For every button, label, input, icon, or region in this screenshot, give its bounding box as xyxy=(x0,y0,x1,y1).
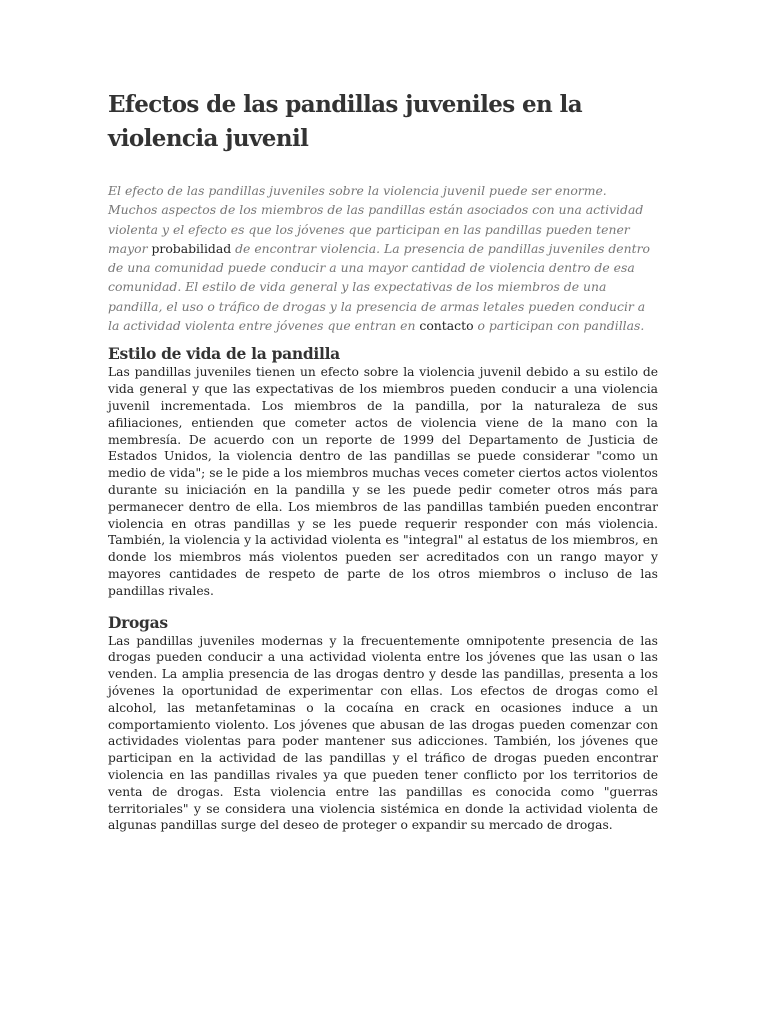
keyword-contacto[interactable]: contacto xyxy=(419,318,474,334)
section-spacer xyxy=(108,600,658,612)
section-heading-drogas: Drogas xyxy=(108,612,168,632)
intro-text-part-1: El efecto de las pandillas juveniles sobre la violencia juvenil puede ser enorme. Muchos aspectos de los miembros de las pandillas están asociados con una actividad violenta y el efecto es que los jóvenes que participan en las pandillas pueden tener mayor xyxy=(108,183,644,256)
intro-paragraph xyxy=(108,181,658,335)
section-body-drogas: Las pandillas juveniles modernas y la frecuentemente omnipotente presencia de las drogas pueden conducir a una actividad violenta entre los jóvenes que las usan o las venden. La amplia presencia de las drogas dentro y desde las pandillas, presenta a los jóvenes la oportunidad de experimentar con ellas. Los efectos de drogas como el alcohol, las metanfetaminas o la cocaína en crack en ocasiones induce a un comportamiento violento. Los jóvenes que abusan de las drogas pueden comenzar con actividades violentas para poder mantener sus adicciones. También, los jóvenes que participan en la actividad de las pandillas y el tráfico de drogas pueden encontrar violencia en las pandillas rivales ya que pueden tener conflicto por los territorios de venta de drogas. Esta violencia entre las pandillas es conocida como "guerras territoriales" y se considera una violencia sistémica en donde la actividad violenta de algunas pandillas surge del deseo de proteger o expandir su mercado de drogas. xyxy=(108,633,658,833)
article-title: Efectos de las pandillas juveniles en la violencia juvenil xyxy=(108,91,582,152)
section-heading-estilo-de-vida: Estilo de vida de la pandilla xyxy=(108,344,340,364)
intro-text-part-3: o participan con pandillas. xyxy=(473,318,645,334)
keyword-probabilidad[interactable]: probabilidad xyxy=(151,240,232,256)
section-body-estilo-de-vida: Las pandillas juveniles tienen un efecto sobre la violencia juvenil debido a su estilo de vida general y que las expectativas de los miembros pueden conducir a una violencia juvenil incrementada. Los miembros de la pandilla, por la naturaleza de sus afiliaciones, entienden que cometer actos de violencia viene de la mano con la membresía. De acuerdo con un reporte de 1999 del Departamento de Justicia de Estados Unidos, la violencia dentro de las pandillas se puede considerar "como un medio de vida"; se le pide a los miembros muchas veces cometer ciertos actos violentos durante su iniciación en la pandilla y se les puede pedir cometer otros más para permanecer dentro de ella. Los miembros de las pandillas también pueden encontrar violencia en otras pandillas y se les puede requerir responder con más violencia. También, la violencia y la actividad violenta es "integral" al estatus de los miembros, en donde los miembros más violentos pueden ser acreditados con un rango mayor y mayores cantidades de respeto de parte de los otros miembros o incluso de las pandillas rivales. xyxy=(108,365,658,598)
intro-text-part-2: de encontrar violencia. La presencia de pandillas juveniles dentro de una comunidad puede conducir a una mayor cantidad de violencia dentro de esa comunidad. El estilo de vida general y las expectativas de los miembros de una pandilla, el uso o tráfico de drogas y la presencia de armas letales pueden conducir a la actividad violenta entre jóvenes que entran en xyxy=(108,240,650,334)
document-page xyxy=(108,88,658,834)
